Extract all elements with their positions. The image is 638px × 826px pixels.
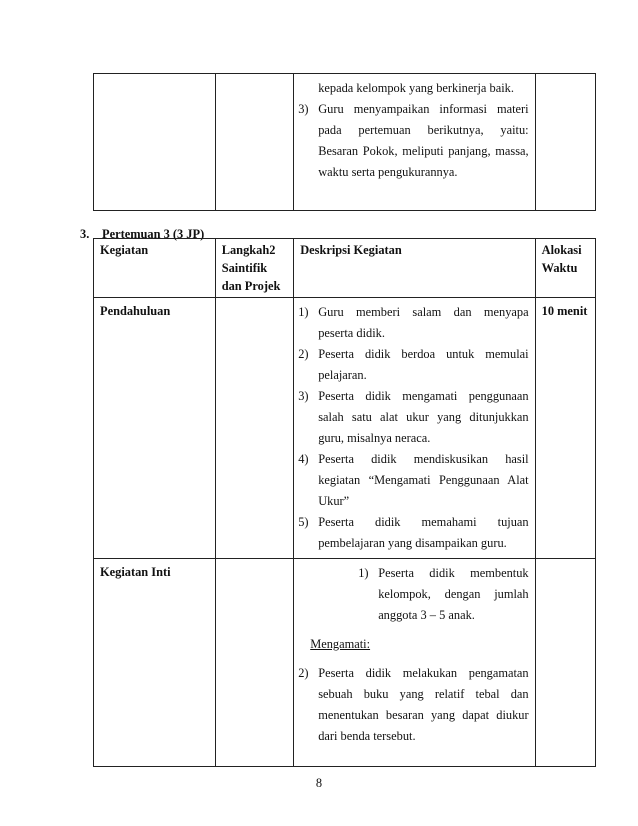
kegiatan-label: Pendahuluan bbox=[94, 298, 216, 559]
list-item: 1) Peserta didik membentuk kelompok, dengan jumlah anggota 3 – 5 anak. bbox=[358, 566, 529, 622]
deskripsi-cell bbox=[294, 298, 535, 559]
header-alokasi: Alokasi Waktu bbox=[535, 239, 595, 298]
deskripsi-cell bbox=[294, 74, 535, 211]
subheading-mengamati: Mengamati: bbox=[310, 637, 371, 651]
section-number: 3. bbox=[80, 227, 90, 241]
section-title: Pertemuan 3 (3 JP) bbox=[102, 227, 205, 241]
lesson-table bbox=[93, 238, 596, 767]
table-row-pendahuluan bbox=[94, 298, 596, 559]
kegiatan-cell bbox=[94, 74, 216, 211]
langkah-cell bbox=[215, 298, 293, 559]
list-item: 1) Guru memberi salam dan menyapa peserta didik. bbox=[298, 305, 529, 340]
langkah-cell bbox=[215, 74, 293, 211]
list-item: 2) Peserta didik berdoa untuk memulai pelajaran. bbox=[298, 347, 529, 382]
list-item: 3) Guru menyampaikan informasi materi pada pertemuan berikutnya, yaitu: Besaran Pokok, meliputi panjang, massa, waktu serta pengukurannya. bbox=[298, 102, 529, 179]
kegiatan-label: Kegiatan Inti bbox=[94, 559, 216, 767]
header-deskripsi: Deskripsi Kegiatan bbox=[294, 239, 535, 298]
table-header-row bbox=[94, 239, 596, 298]
table-row bbox=[94, 74, 596, 211]
list-item: 2) Peserta didik melakukan pengamatan sebuah buku yang relatif tebal dan menentukan besaran yang dapat diukur dari benda tersebut. bbox=[298, 666, 529, 743]
list-item: 5) Peserta didik memahami tujuan pembelajaran yang disampaikan guru. bbox=[298, 515, 529, 550]
list-item: 4) Peserta didik mendiskusikan hasil kegiatan “Mengamati Penggunaan Alat Ukur” bbox=[298, 452, 529, 508]
header-kegiatan: Kegiatan bbox=[94, 239, 216, 298]
list-item: 3) Peserta didik mengamati penggunaan salah satu alat ukur yang ditunjukkan guru, misalnya neraca. bbox=[298, 389, 529, 445]
continued-table bbox=[93, 73, 596, 211]
page-number: 8 bbox=[315, 776, 323, 790]
list-item: kepada kelompok yang berkinerja baik. bbox=[318, 81, 514, 95]
alokasi-cell bbox=[535, 74, 595, 211]
table-row-inti bbox=[94, 559, 596, 767]
alokasi-time: 10 menit bbox=[535, 298, 595, 559]
langkah-cell bbox=[215, 559, 293, 767]
alokasi-cell bbox=[535, 559, 595, 767]
deskripsi-cell bbox=[294, 559, 535, 767]
header-langkah: Langkah2 Saintifik dan Projek bbox=[215, 239, 293, 298]
